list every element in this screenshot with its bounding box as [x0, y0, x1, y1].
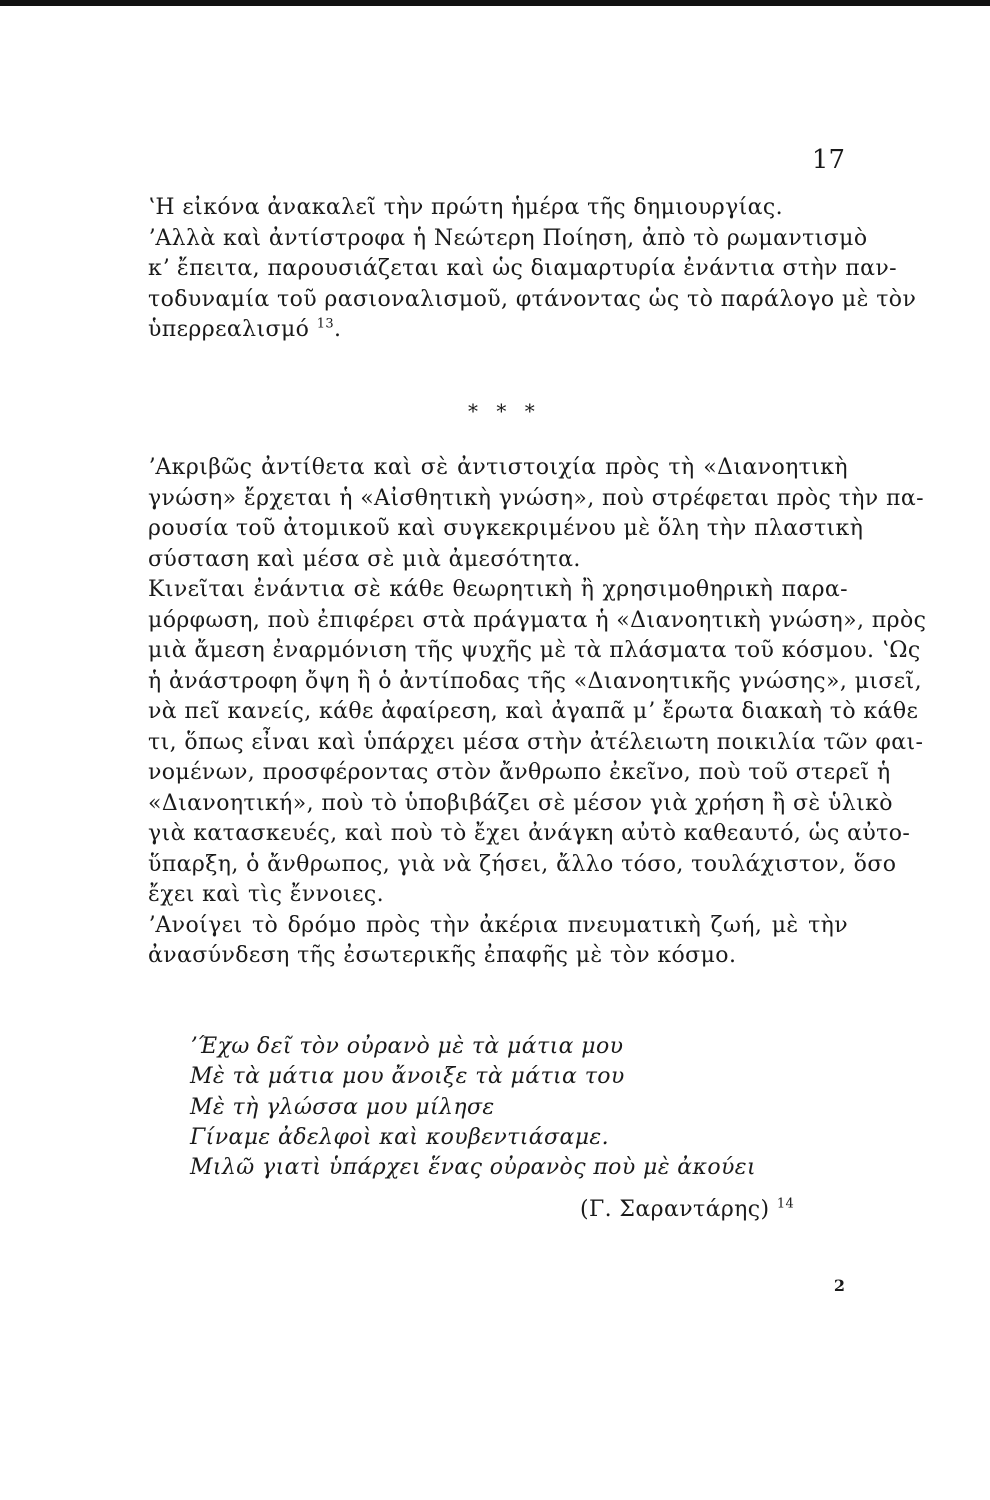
text-fragment: ὑπερρεαλισμό [148, 317, 310, 342]
text-line: γνώση» ἔρχεται ἡ «Αἰσθητικὴ γνώση», ποὺ στρέφεται πρὸς τὴν πα- [148, 485, 924, 511]
text-line: τοδυναμία τοῦ ρασιοναλισμοῦ, φτάνοντας ὡς τὸ παράλογο μὲ τὸν [148, 286, 917, 312]
text-line: κʼ ἔπειτα, παρουσιάζεται καὶ ὡς διαμαρτυρία ἐνάντια στὴν παν- [148, 256, 897, 281]
body-text [148, 193, 917, 346]
text-line: τι, ὅπως εἶναι καὶ ὑπάρχει μέσα στὴν ἀτέλειωτη ποικιλία τῶν φαι- [148, 729, 924, 755]
top-edge-rule [0, 0, 990, 6]
paragraph-1 [148, 193, 917, 346]
text-line: νὰ πεῖ κανείς, κάθε ἀφαίρεση, καὶ ἀγαπᾶ μʼ ἔρωτα διακαὴ τὸ κάθε [148, 699, 919, 724]
text-line: ʼΑκριβῶς ἀντίθετα καὶ σὲ ἀντιστοιχία πρὸς τὴ «Διανοητικὴ [148, 455, 848, 480]
poem-attribution [580, 1195, 794, 1225]
footnote-ref: 14 [776, 1196, 795, 1212]
section-separator: * * * [468, 399, 541, 423]
text-line: ʼΑλλὰ καὶ ἀντίστροφα ἡ Νεώτερη Ποίηση, ἀπὸ τὸ ρωμαντισμὸ [148, 225, 868, 251]
text-line: ὕπαρξη, ὁ ἄνθρωπος, γιὰ νὰ ζήσει, ἄλλο τόσο, τουλάχιστον, ὅσο [148, 851, 897, 877]
text-line: ἡ ἀνάστροφη ὄψη ἢ ὁ ἀντίποδας τῆς «Διανοητικῆς γνώσης», μισεῖ, [148, 668, 922, 694]
footnote-ref: 13 [316, 316, 335, 332]
attribution-text: (Γ. Σαραντάρης) [580, 1197, 770, 1222]
text-line: μιὰ ἄμεση ἐναρμόνιση τῆς ψυχῆς μὲ τὰ πλάσματα τοῦ κόσμου. ʽΩς [148, 638, 921, 663]
poem-verse: Μὲ τὰ μάτια μου ἄνοιξε τὰ μάτια του [190, 1064, 625, 1090]
text-line: ʼΑνοίγει τὸ δρόμο πρὸς τὴν ἀκέρια πνευματικὴ ζωή, μὲ τὴν [148, 912, 848, 938]
text-line: σύσταση καὶ μέσα σὲ μιὰ ἀμεσότητα. [148, 546, 581, 572]
poem-verse: Μὲ τὴ γλώσσα μου μίλησε [190, 1094, 495, 1120]
text-line: ʽΗ εἰκόνα ἀνακαλεῖ τὴν πρώτη ἡμέρα τῆς δημιουργίας. [148, 195, 784, 220]
text-line: ἔχει καὶ τὶς ἔννοιες. [148, 882, 385, 907]
punctuation: . [334, 317, 342, 342]
text-line [148, 315, 848, 346]
paragraph-2 [148, 453, 924, 575]
body-text-2 [148, 453, 927, 972]
poem-verse: ʼΈχω δεῖ τὸν οὐρανὸ μὲ τὰ μάτια μου [190, 1034, 624, 1059]
page-number: 17 [811, 145, 845, 175]
printer-signature-mark: 2 [833, 1276, 845, 1295]
text-line: ἀνασύνδεση τῆς ἐσωτερικῆς ἐπαφῆς μὲ τὸν κόσμο. [148, 943, 737, 968]
paragraph-4 [148, 911, 848, 972]
text-line: νομένων, προσφέροντας στὸν ἄνθρωπο ἐκεῖνο, ποὺ τοῦ στερεῖ ἡ [148, 760, 891, 785]
text-line: Κινεῖται ἐνάντια σὲ κάθε θεωρητικὴ ἢ χρησιμοθηρικὴ παρα- [148, 577, 848, 602]
text-line: «Διανοητική», ποὺ τὸ ὑποβιβάζει σὲ μέσον γιὰ χρήση ἢ σὲ ὑλικὸ [148, 790, 893, 816]
poem-quote [190, 1032, 830, 1183]
text-line: ρουσία τοῦ ἀτομικοῦ καὶ συγκεκριμένου μὲ ὅλη τὴν πλαστικὴ [148, 516, 864, 541]
poem-verse: Γίναμε ἀδελφοὶ καὶ κουβεντιάσαμε. [190, 1124, 610, 1150]
poem-verse: Μιλῶ γιατὶ ὑπάρχει ἕνας οὐρανὸς ποὺ μὲ ἀκούει [190, 1155, 757, 1181]
paragraph-3 [148, 575, 927, 911]
text-line: μόρφωση, ποὺ ἐπιφέρει στὰ πράγματα ἡ «Διανοητικὴ γνώση», πρὸς [148, 607, 927, 633]
text-line: γιὰ κατασκευές, καὶ ποὺ τὸ ἔχει ἀνάγκη αὐτὸ καθεαυτό, ὡς αὐτο- [148, 821, 911, 846]
